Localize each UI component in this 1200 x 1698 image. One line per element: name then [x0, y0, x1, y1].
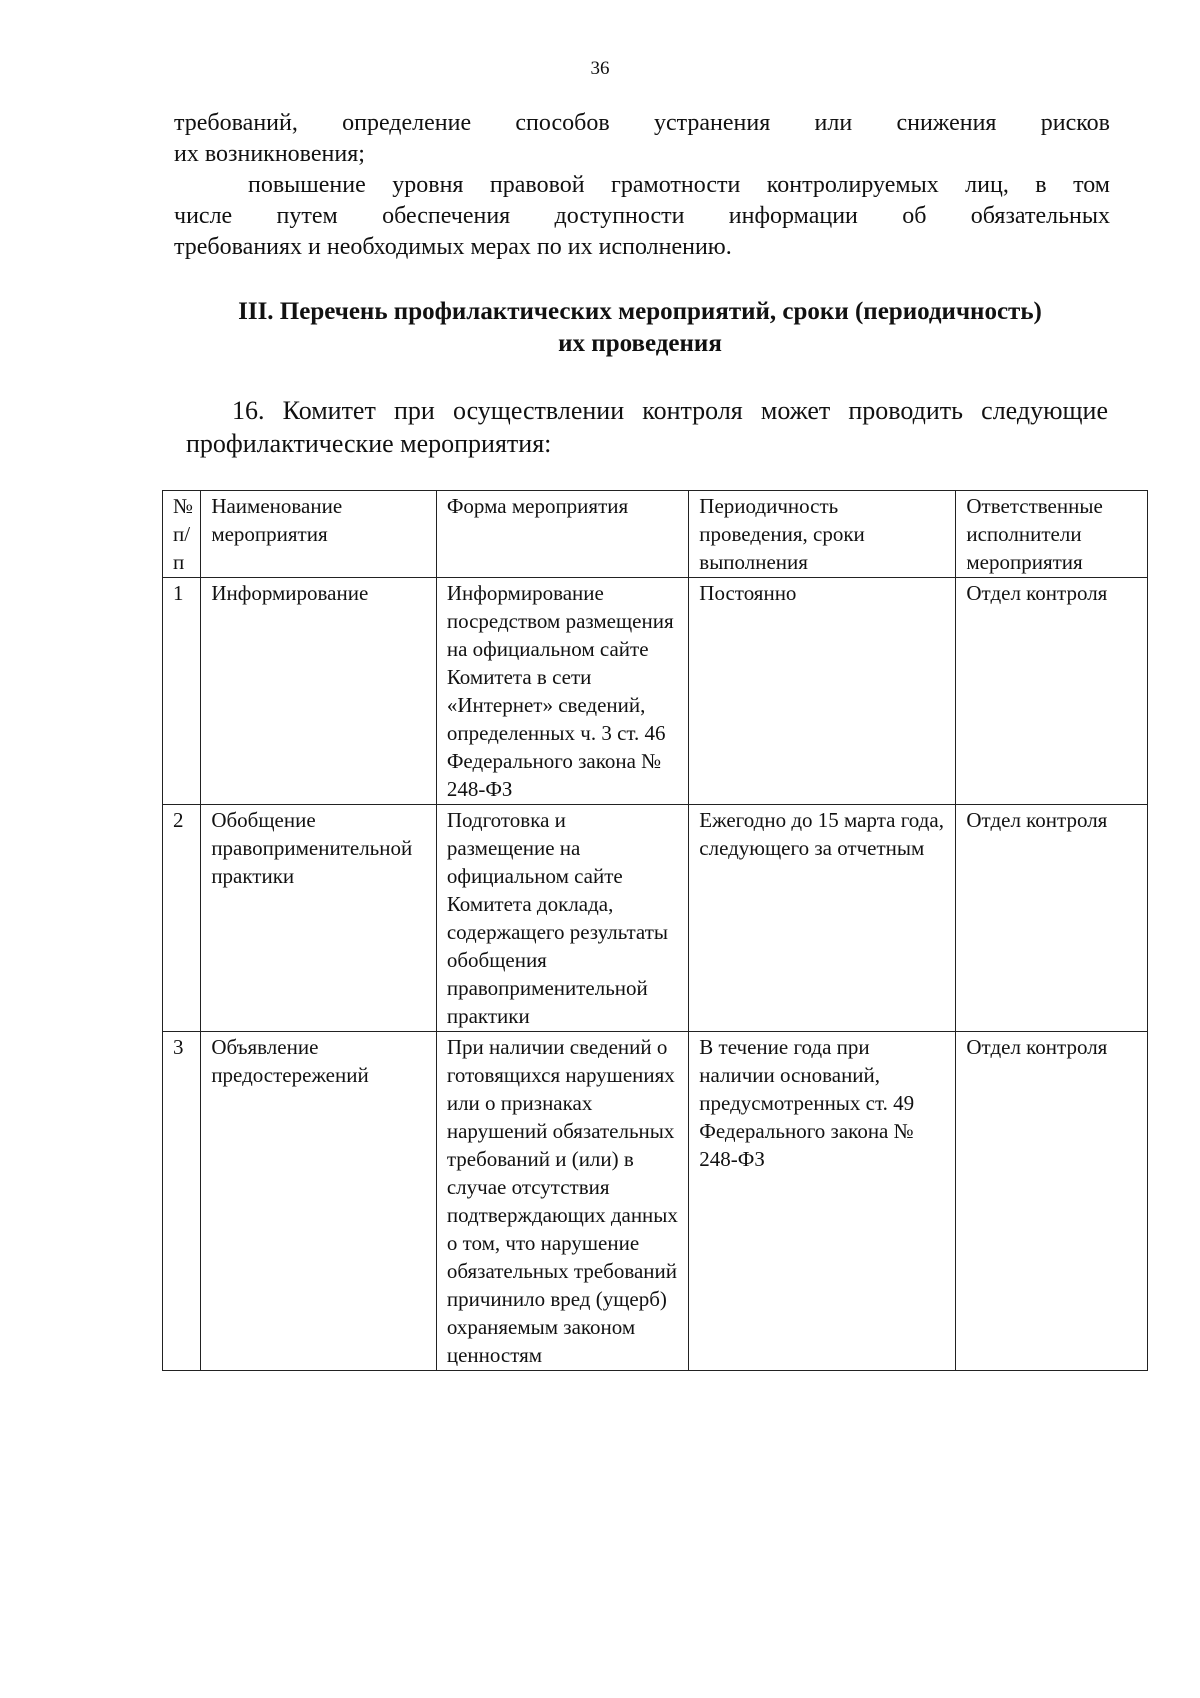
header-name: Наименование мероприятия	[201, 491, 437, 578]
body-text-line: требований, определение способов устранения или снижения рисков	[174, 110, 1110, 136]
cell-name: Информирование	[201, 578, 437, 805]
intro-line: профилактические мероприятия:	[186, 429, 552, 458]
cell-num: 2	[163, 805, 201, 1032]
cell-responsible: Отдел контроля	[956, 578, 1148, 805]
cell-responsible: Отдел контроля	[956, 805, 1148, 1032]
cell-num: 1	[163, 578, 201, 805]
cell-form: Информирование посредством размещения на официальном сайте Комитета в сети «Интернет» сведений, определенных ч. 3 ст. 46 Федерального закона № 248-ФЗ	[436, 578, 688, 805]
header-responsible: Ответственные исполнители мероприятия	[956, 491, 1148, 578]
header-num: № п/п	[163, 491, 201, 578]
table-row	[163, 805, 1148, 1032]
cell-period: Ежегодно до 15 марта года, следующего за отчетным	[689, 805, 956, 1032]
cell-name: Обобщение правоприменительной практики	[201, 805, 437, 1032]
measures-table	[162, 490, 1148, 1371]
page-number: 36	[590, 58, 610, 79]
cell-period: В течение года при наличии оснований, предусмотренных ст. 49 Федерального закона № 248-ФЗ	[689, 1032, 956, 1371]
cell-responsible: Отдел контроля	[956, 1032, 1148, 1371]
section-heading-line: III. Перечень профилактических мероприятий, сроки (периодичность)	[238, 298, 1042, 325]
body-text-line: повышение уровня правовой грамотности контролируемых лиц, в том	[248, 172, 1110, 198]
section-heading	[160, 296, 1120, 360]
body-text-line: числе путем обеспечения доступности информации об обязательных	[174, 203, 1110, 229]
intro-paragraph	[186, 394, 1108, 460]
cell-num: 3	[163, 1032, 201, 1371]
table-header-row	[163, 491, 1148, 578]
body-text-line: требованиях и необходимых мерах по их исполнению.	[174, 234, 732, 260]
table-row	[163, 578, 1148, 805]
header-period: Периодичность проведения, сроки выполнения	[689, 491, 956, 578]
table-row	[163, 1032, 1148, 1371]
cell-form: При наличии сведений о готовящихся нарушениях или о признаках нарушений обязательных требований и (или) в случае отсутствия подтверждающих данных о том, что нарушение обязательных требований причинило вред (ущерб) охраняемым законом ценностям	[436, 1032, 688, 1371]
cell-form: Подготовка и размещение на официальном сайте Комитета доклада, содержащего результаты обобщения правоприменительной практики	[436, 805, 688, 1032]
header-form: Форма мероприятия	[436, 491, 688, 578]
cell-period: Постоянно	[689, 578, 956, 805]
body-text-line: их возникновения;	[174, 141, 365, 167]
section-heading-line: их проведения	[558, 330, 722, 357]
intro-line: 16. Комитет при осуществлении контроля может проводить следующие	[232, 396, 1108, 425]
cell-name: Объявление предостережений	[201, 1032, 437, 1371]
